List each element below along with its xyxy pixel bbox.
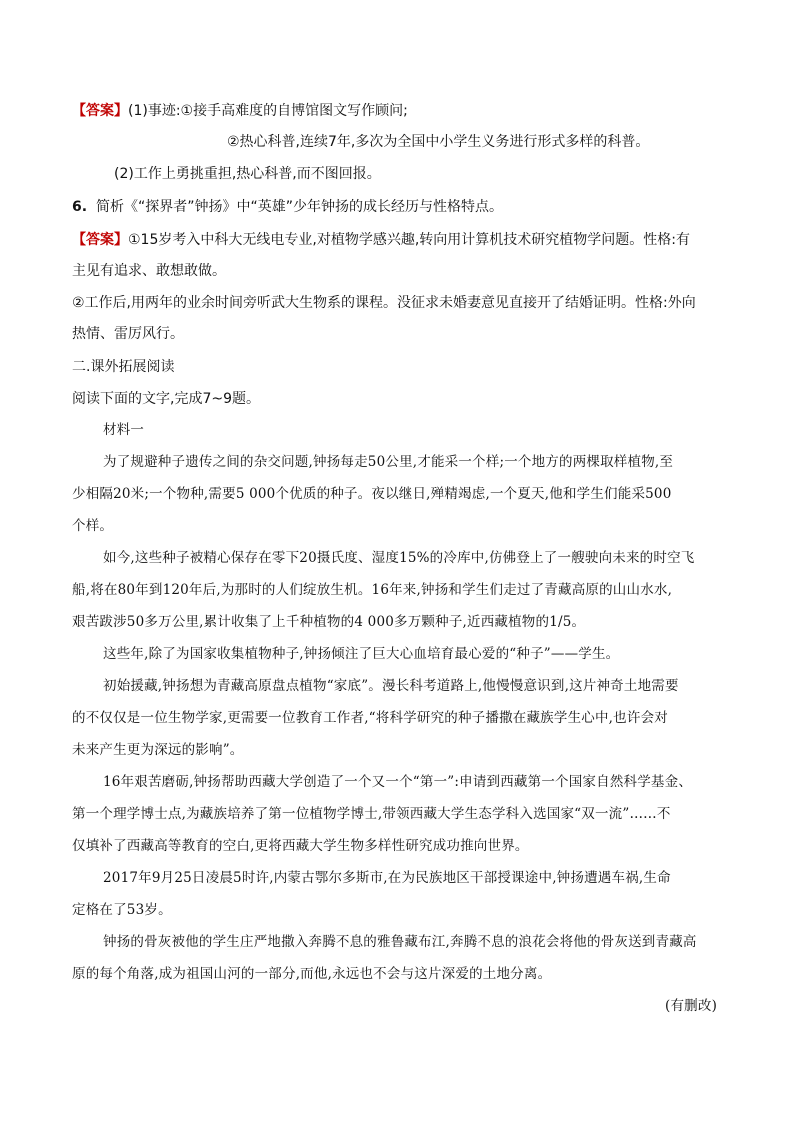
material-p2-line-3: 艰苦跋涉50多万公里,累计收集了上千种植物的4 000多万颗种子,近西藏植物的1/5。 — [72, 614, 586, 630]
material-p4-line-3: 未来产生更为深远的影响”。 — [72, 742, 244, 758]
material-p1-line-3: 个样。 — [72, 518, 114, 534]
material-p2-line-2: 船,将在80年到120年后,为那时的人们绽放生机。16年来,钟扬和学生们走过了青藏高原的山山水水, — [72, 582, 673, 598]
answer-1-line-3: (2)工作上勇挑重担,热心科普,而不图回报。 — [114, 166, 381, 182]
material-p4-line-1: 初始援藏,钟扬想为青藏高原盘点植物“家底”。漫长科考道路上,他慢慢意识到,这片神奇土地需要 — [103, 678, 679, 694]
question-number: 6. — [72, 199, 88, 215]
material-p1-line-2: 少相隔20米;一个物种,需要5 000个优质的种子。夜以继日,殚精竭虑,一个夏天,他和学生们能采500 — [72, 486, 672, 502]
material-p4-line-2: 的不仅仅是一位生物学家,更需要一位教育工作者,“将科学研究的种子播撒在藏族学生心中,也许会对 — [72, 710, 668, 726]
answer-6-text-1: ①15岁考入中科大无线电专业,对植物学感兴趣,转向用计算机技术研究植物学问题。性格:有 — [128, 232, 690, 248]
material-p1-line-1: 为了规避种子遗传之间的杂交问题,钟扬每走50公里,才能采一个样;一个地方的两棵取样植物,至 — [103, 454, 674, 470]
material-label: 材料一 — [103, 422, 145, 438]
material-p6-line-2: 定格在了53岁。 — [72, 902, 172, 918]
edited-note: (有删改) — [665, 998, 718, 1014]
material-p3-line-1: 这些年,除了为国家收集植物种子,钟扬倾注了巨大心血培育最心爱的“种子”——学生。 — [103, 646, 620, 662]
material-p2-line-1: 如今,这些种子被精心保存在零下20摄氏度、湿度15%的冷库中,仿佛登上了一艘驶向未来的时空飞 — [103, 550, 695, 566]
question-text: 简析《“探界者”钟扬》中“英雄”少年钟扬的成长经历与性格特点。 — [95, 199, 503, 215]
material-p7-line-1: 钟扬的骨灰被他的学生庄严地撒入奔腾不息的雅鲁藏布江,奔腾不息的浪花会将他的骨灰送到青藏高 — [103, 934, 697, 950]
material-p6-line-1: 2017年9月25日凌晨5时许,内蒙古鄂尔多斯市,在为民族地区干部授课途中,钟扬遭遇车祸,生命 — [103, 870, 671, 886]
answer-tag: 【答案】 — [72, 103, 128, 119]
answer-6-line-3: ②工作后,用两年的业余时间旁听武大生物系的课程。没征求未婚妻意见直接开了结婚证明。性格:外向 — [72, 295, 696, 311]
material-p5-line-2: 第一个理学博士点,为藏族培养了第一位植物学博士,带领西藏大学生态学科入选国家“双一流”……不 — [72, 806, 671, 822]
section-instruction: 阅读下面的文字,完成7~9题。 — [72, 391, 260, 407]
answer-1-line-2: ②热心科普,连续7年,多次为全国中小学生义务进行形式多样的科普。 — [227, 134, 650, 150]
section-heading: 二.课外拓展阅读 — [72, 359, 175, 375]
answer-6-line-1 — [72, 230, 690, 250]
material-p5-line-1: 16年艰苦磨砺,钟扬帮助西藏大学创造了一个又一个“第一”:申请到西藏第一个国家自然科学基金、 — [103, 774, 693, 790]
answer-6-line-4: 热情、雷厉风行。 — [72, 326, 184, 342]
answer-6-line-2: 主见有追求、敢想敢做。 — [72, 263, 226, 279]
answer-1-line-1 — [72, 101, 408, 121]
answer-tag: 【答案】 — [72, 232, 128, 248]
material-p5-line-3: 仅填补了西藏高等教育的空白,更将西藏大学生物多样性研究成功推向世界。 — [72, 838, 529, 854]
question-6 — [72, 197, 503, 217]
answer-1-text-1: (1)事迹:①接手高难度的自博馆图文写作顾问; — [128, 103, 408, 119]
material-p7-line-2: 原的每个角落,成为祖国山河的一部分,而他,永远也不会与这片深爱的土地分离。 — [72, 966, 552, 982]
